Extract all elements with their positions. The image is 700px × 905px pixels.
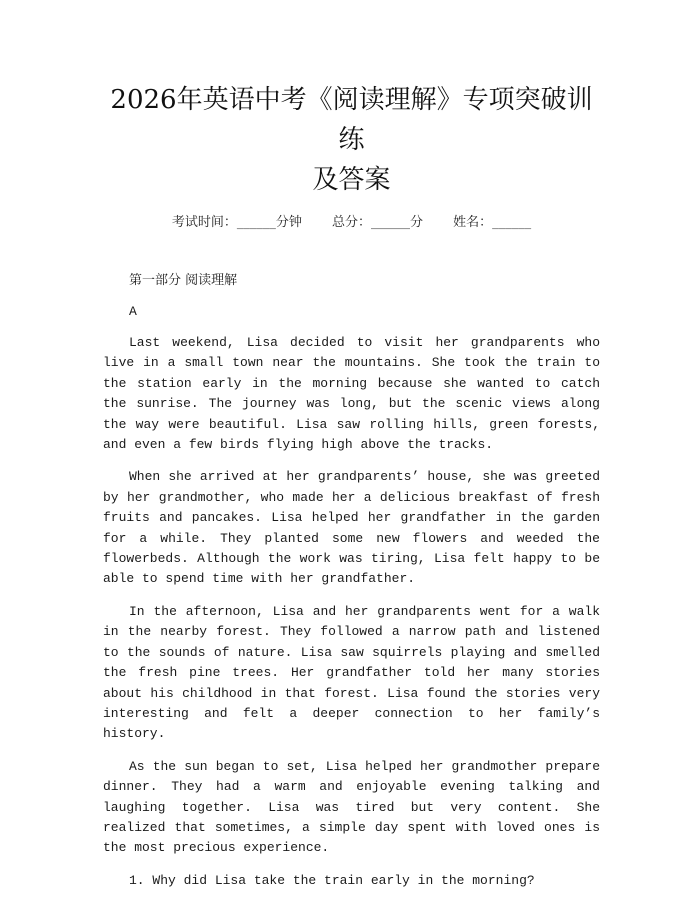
exam-info — [103, 214, 600, 232]
student-name: 姓名：______ — [453, 215, 532, 230]
passage-paragraph: As the sun began to set, Lisa helped her grandmother prepare dinner. They had a warm and enjoyable evening talking and laughing together. Lisa was tired but very content. She realized that sometimes, a simple day spent with loved ones is the most precious experience. — [103, 758, 600, 856]
title-line-2: 及答案 — [312, 165, 391, 195]
reading-passage — [103, 333, 600, 859]
question-item: 1. Why did Lisa take the train early in the morning? — [129, 872, 535, 888]
document-title — [103, 0, 600, 200]
section-heading: 第一部分 阅读理解 — [129, 273, 238, 288]
passage-label: A — [129, 304, 137, 319]
title-line-1: 2026年英语中考《阅读理解》专项突破训练 — [110, 85, 593, 155]
passage-paragraph: When she arrived at her grandparents’ house, she was greeted by her grandmother, who made her a delicious breakfast of fresh fruits and pancakes. Lisa helped her grandfather in the garden for a while. They planted some new flowers and weeded the flowerbeds. Although the work was tiring, Lisa felt happy to be able to spend time with her grandfather. — [103, 469, 600, 587]
passage-paragraph: In the afternoon, Lisa and her grandparents went for a walk in the nearby forest. They followed a narrow path and listened to the sounds of nature. Lisa saw squirrels playing and smelled the fresh pine trees. Her grandfather told her many stories about his childhood in that forest. Lisa found the stories very interesting and felt a deeper connection to her family’s history. — [103, 603, 600, 742]
exam-time: 考试时间：______分钟 — [171, 215, 302, 230]
passage-paragraph: Last weekend, Lisa decided to visit her grandparents who live in a small town near the mountains. She took the train to the station early in the morning because she wanted to catch the sunrise. The journey was long, but the scenic views along the way were beautiful. Lisa saw rolling hills, green forests, and even a few birds flying high above the tracks. — [103, 335, 600, 453]
exam-total-score: 总分：______分 — [331, 215, 423, 230]
